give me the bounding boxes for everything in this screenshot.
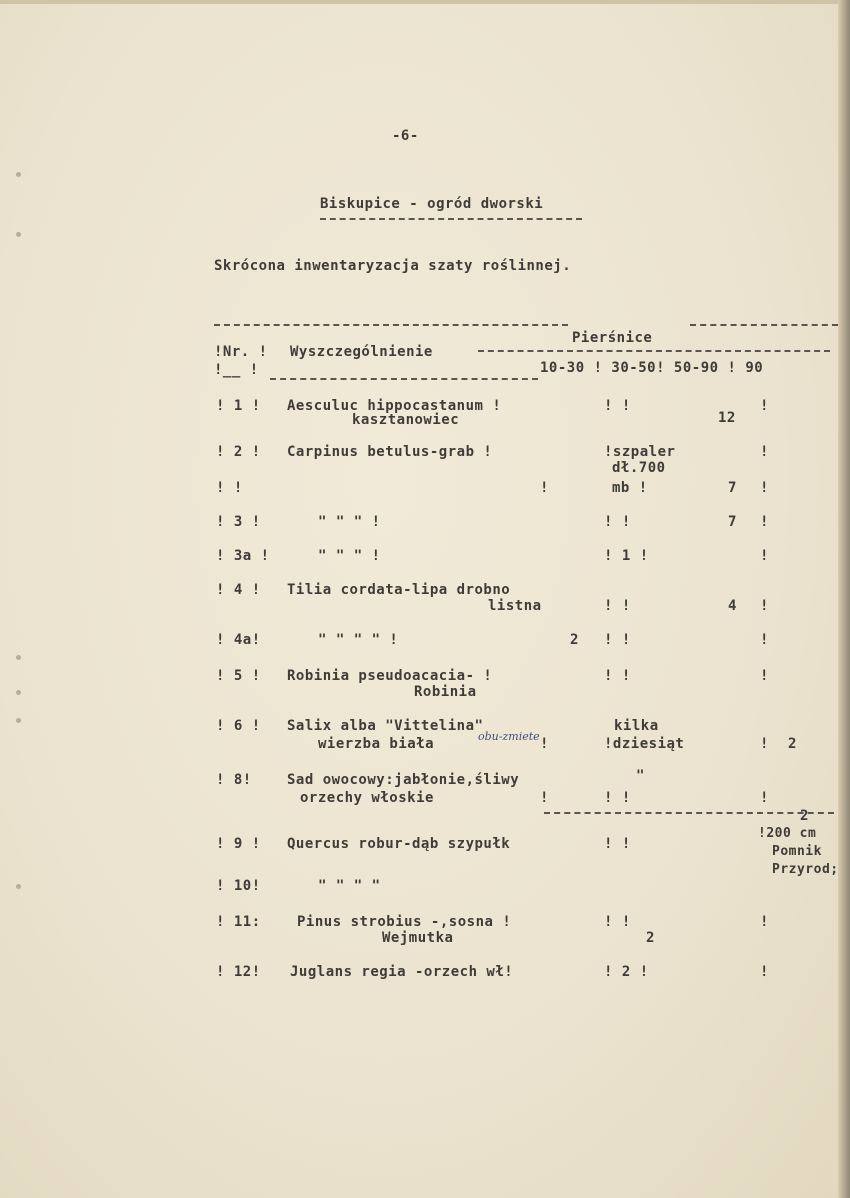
header-nr-underline: !__ ! <box>214 362 259 378</box>
row-cell: mb ! <box>612 480 648 496</box>
row-nr: ! 12! <box>216 964 261 980</box>
row-end: ! <box>760 668 769 684</box>
row-nr: ! 3a ! <box>216 548 270 564</box>
subtitle: Skrócona inwentaryzacja szaty roślinnej. <box>214 258 572 274</box>
punch-hole <box>16 884 21 889</box>
row-name-2: Robinia <box>414 684 477 700</box>
row-name-2: orzechy włoskie <box>300 790 434 806</box>
row-name: Sad owocowy:jabłonie,śliwy <box>287 772 520 788</box>
row-end: ! <box>760 598 769 614</box>
row-cell: " <box>636 768 645 784</box>
row-nr: ! 9 ! <box>216 836 261 852</box>
row-name-2: wierzba biała <box>318 736 435 752</box>
row-name: " " " ! <box>318 548 381 564</box>
row-cell-2: Pomnik <box>772 844 822 859</box>
row-name-2: kasztanowiec <box>352 412 460 428</box>
row-nr: ! 4 ! <box>216 582 261 598</box>
row-value: 2 <box>788 736 797 752</box>
row-cols: ! ! <box>604 790 631 806</box>
page-edge-top <box>0 0 850 4</box>
row-end: ! <box>760 914 769 930</box>
row-name: Tilia cordata-lipa drobno <box>287 582 511 598</box>
row-end: ! <box>760 398 769 414</box>
row-end: ! <box>760 632 769 648</box>
row-cols: ! ! <box>604 632 631 648</box>
row-name: " " " " ! <box>318 632 399 648</box>
row-value: 2 <box>646 930 655 946</box>
row-end: ! <box>760 444 769 460</box>
handwritten-note: obu-zmiete <box>478 730 540 743</box>
row-end: ! <box>760 964 769 980</box>
table-rule-top <box>214 324 568 326</box>
row-name: Aesculuc hippocastanum ! <box>287 398 502 414</box>
row-cell: kilka <box>614 718 659 734</box>
row-nr: ! 10! <box>216 878 261 894</box>
header-rule-bottom <box>270 378 538 380</box>
row-end: ! <box>760 480 769 496</box>
row-nr: ! 2 ! <box>216 444 261 460</box>
row-nr: ! 11: <box>216 914 261 930</box>
row-name: Pinus strobius -,sosna ! <box>297 914 512 930</box>
row-name: Carpinus betulus-grab ! <box>287 444 493 460</box>
row-cell: !200 cm <box>758 826 817 841</box>
row-nr: ! 1 ! <box>216 398 261 414</box>
row-cols: ! 2 ! <box>604 964 649 980</box>
row-rule <box>544 812 834 814</box>
header-nr: !Nr. ! <box>214 344 268 360</box>
row-sep: ! <box>540 736 549 752</box>
row-end: ! <box>760 548 769 564</box>
row-nr: ! 8! <box>216 772 252 788</box>
row-cell-2: dł.700 <box>612 460 666 476</box>
row-end: ! <box>760 736 769 752</box>
punch-hole <box>16 232 21 237</box>
row-value: 12 <box>718 410 736 426</box>
row-cols: ! ! <box>604 914 631 930</box>
row-end: ! <box>760 514 769 530</box>
row-name: " " " ! <box>318 514 381 530</box>
row-cols: ! ! <box>604 514 631 530</box>
page-edge-right <box>838 0 850 1198</box>
row-nr: ! 3 ! <box>216 514 261 530</box>
row-value: 7 <box>728 480 737 496</box>
row-cols: ! ! <box>604 668 631 684</box>
page-title: Biskupice - ogród dworski <box>320 196 544 212</box>
row-name-2: listna <box>488 598 542 614</box>
row-nr: ! 6 ! <box>216 718 261 734</box>
row-cell-2: !dziesiąt <box>604 736 685 752</box>
title-underline <box>320 218 582 220</box>
row-value: 4 <box>728 598 737 614</box>
row-name: " " " " <box>318 878 381 894</box>
row-value: 7 <box>728 514 737 530</box>
row-cols: ! ! <box>604 598 631 614</box>
row-nr: ! 4a! <box>216 632 261 648</box>
header-description: Wyszczególnienie <box>290 344 433 360</box>
row-name: Juglans regia -orzech wł! <box>290 964 514 980</box>
row-cols: ! ! <box>604 836 631 852</box>
row-name: Quercus robur-dąb szypułk <box>287 836 511 852</box>
row-cols: ! 1 ! <box>604 548 649 564</box>
row-name: Salix alba "Vittelina" <box>287 718 484 734</box>
row-name-2: Wejmutka <box>382 930 454 946</box>
row-cell: !szpaler <box>604 444 676 460</box>
row-cols: ! ! <box>604 398 631 414</box>
row-end: ! <box>760 790 769 806</box>
row-value: 2 <box>570 632 579 648</box>
table-rule-top-right <box>690 324 838 326</box>
row-sep: ! <box>540 480 549 496</box>
superscript-value: 2 <box>800 808 809 824</box>
header-rule <box>478 350 830 352</box>
row-nr: ! 5 ! <box>216 668 261 684</box>
punch-hole <box>16 718 21 723</box>
punch-hole <box>16 690 21 695</box>
column-group-label: Pierśnice <box>572 330 653 346</box>
page-number: -6- <box>392 128 419 144</box>
punch-hole <box>16 655 21 660</box>
punch-hole <box>16 172 21 177</box>
header-ranges: 10-30 ! 30-50! 50-90 ! 90 <box>540 360 764 376</box>
row-sep: ! <box>540 790 549 806</box>
row-nr: ! ! <box>216 480 243 496</box>
row-name: Robinia pseudoacacia- ! <box>287 668 493 684</box>
row-cell-3: Przyrod; <box>772 862 839 877</box>
